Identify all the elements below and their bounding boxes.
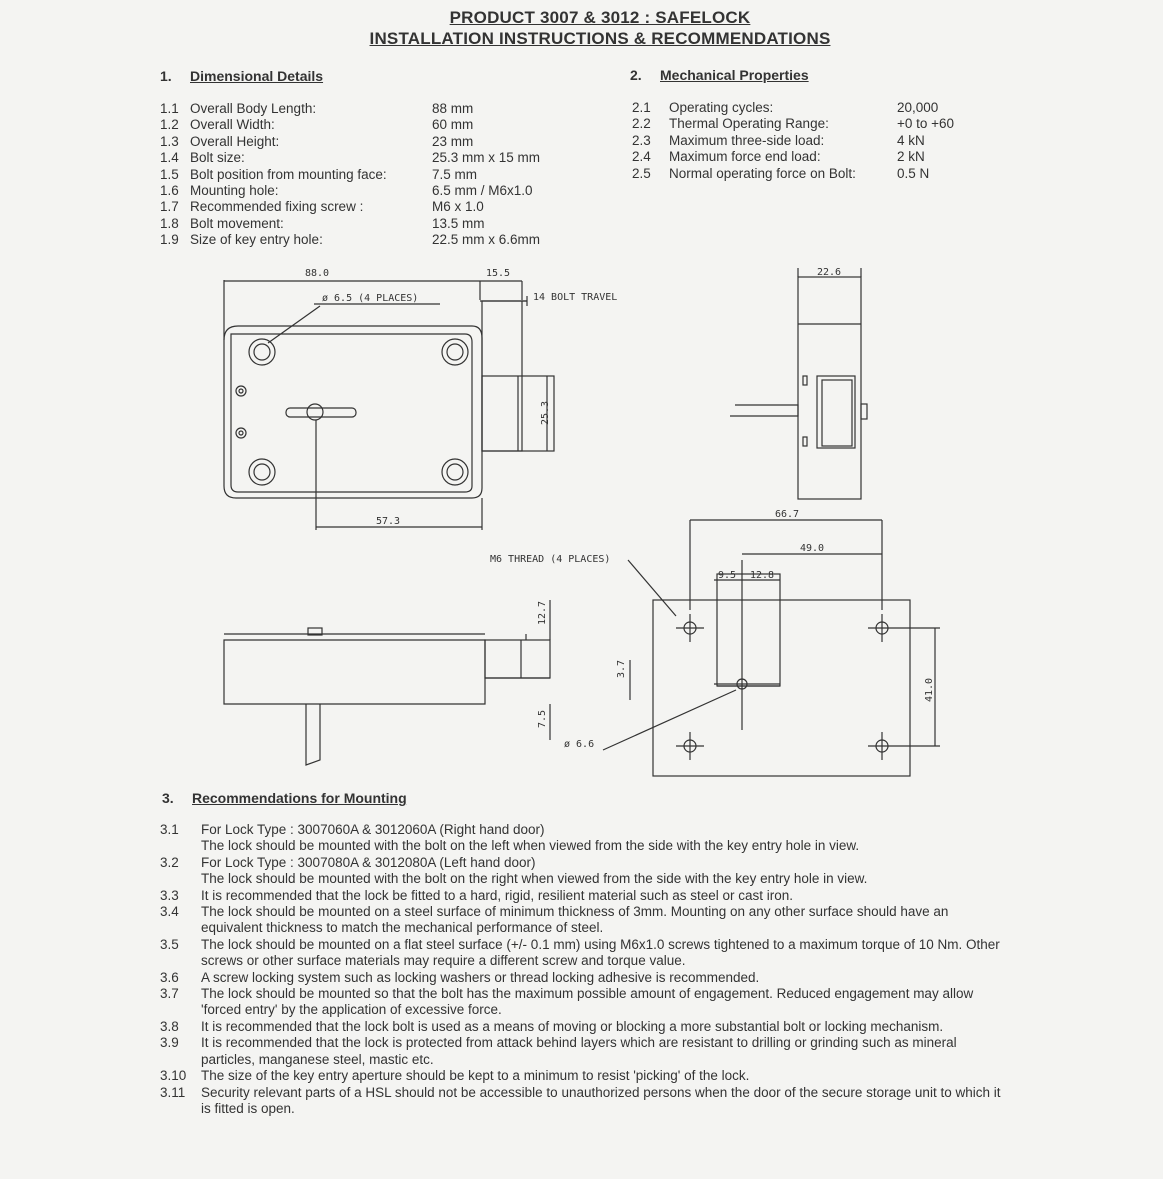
recommendation-item xyxy=(160,1085,1060,1118)
item-number: 1.7 xyxy=(160,199,179,215)
item-number: 1.8 xyxy=(160,215,179,231)
item-label: Thermal Operating Range: xyxy=(669,116,829,132)
item-number: 2.4 xyxy=(632,149,651,165)
dim-41: 41.0 xyxy=(924,677,935,702)
recommendations-heading xyxy=(162,790,407,806)
item-text-line: equivalent thickness to match the mechanical performance of steel. xyxy=(201,920,604,936)
item-text-line: It is recommended that the lock bolt is used as a means of moving or blocking a more substantial bolt or locking mechanism. xyxy=(201,1018,944,1034)
item-text-line: A screw locking system such as locking washers or thread locking adhesive is recommended. xyxy=(201,969,760,985)
item-text xyxy=(201,970,1060,986)
item-text-line: For Lock Type : 3007060A & 3012060A (Right hand door) xyxy=(201,822,545,837)
item-text-line: Security relevant parts of a HSL should not be accessible to unauthorized persons when the door of the secure storage unit to which it xyxy=(201,1084,1001,1100)
item-text-line: The lock should be mounted so that the bolt has the maximum possible amount of engagement. Reduced engagement may allow xyxy=(201,986,974,1002)
item-number: 3.2 xyxy=(160,854,179,870)
item-value: 13.5 mm xyxy=(432,215,485,231)
item-value: 88 mm xyxy=(432,101,474,116)
item-value: 22.5 mm x 6.6mm xyxy=(432,232,541,248)
recommendation-item xyxy=(160,1019,1060,1035)
item-number: 2.3 xyxy=(632,132,651,148)
item-label: Operating cycles: xyxy=(669,100,774,115)
dim-6-6: ø 6.6 xyxy=(564,739,595,750)
item-value: 25.3 mm x 15 mm xyxy=(432,150,541,166)
item-number: 1.5 xyxy=(160,166,179,182)
item-text xyxy=(201,904,1060,937)
item-text-line: The size of the key entry aperture should be kept to a minimum to resist 'picking' of the lock. xyxy=(201,1068,750,1084)
item-value: M6 x 1.0 xyxy=(432,199,484,215)
document-subtitle: INSTALLATION INSTRUCTIONS & RECOMMENDATIONS xyxy=(369,29,831,48)
item-text-line: screws or other surface materials may require a different screw and torque value. xyxy=(201,953,686,969)
item-text xyxy=(201,1068,1060,1084)
dim-66-7: 66.7 xyxy=(775,509,800,520)
item-label: Overall Body Length: xyxy=(190,101,317,116)
item-label: Maximum force end load: xyxy=(669,149,821,165)
dim-hole: ø 6.5 (4 PLACES) xyxy=(322,293,419,304)
recommendation-item xyxy=(160,1068,1060,1084)
item-number: 3.1 xyxy=(160,822,179,837)
item-label: Recommended fixing screw : xyxy=(190,199,364,215)
item-number: 1.3 xyxy=(160,133,179,149)
item-label: Size of key entry hole: xyxy=(190,232,323,248)
section-title: Recommendations for Mounting xyxy=(192,790,407,806)
item-number: 3.7 xyxy=(160,986,179,1002)
item-text-line: particles, manganese steel, mastic etc. xyxy=(201,1051,434,1067)
section-title: Dimensional Details xyxy=(190,68,324,84)
item-label: Bolt position from mounting face: xyxy=(190,166,387,182)
item-label: Maximum three-side load: xyxy=(669,132,825,148)
mounting-plate-view xyxy=(603,520,940,776)
item-value: 4 kN xyxy=(897,132,925,148)
section-number: 3. xyxy=(162,790,174,806)
item-text-line: The lock should be mounted with the bolt on the right when viewed from the side with the key entry hole in view. xyxy=(201,871,868,887)
dim-12-8: 12.8 xyxy=(750,570,775,581)
item-number: 2.1 xyxy=(632,100,651,115)
item-number: 3.3 xyxy=(160,887,179,903)
dim-15-5: 15.5 xyxy=(486,268,511,279)
item-value: +0 to +60 xyxy=(897,116,955,132)
item-value: 20,000 xyxy=(897,100,939,115)
item-text-line: The lock should be mounted with the bolt on the left when viewed from the side with the key entry hole in view. xyxy=(201,838,860,854)
item-value: 0.5 N xyxy=(897,165,930,181)
item-value: 60 mm xyxy=(432,117,474,133)
dim-3-7: 3.7 xyxy=(616,659,627,678)
dim-12-7: 12.7 xyxy=(537,600,548,625)
item-number: 3.9 xyxy=(160,1035,179,1051)
item-text-line: The lock should be mounted on a flat steel surface (+/- 0.1 mm) using M6x1.0 screws tightened to a maximum torque of 10 Nm. Other xyxy=(201,936,1000,952)
item-text xyxy=(201,888,1060,904)
recommendation-item xyxy=(160,904,1060,937)
dim-7-5: 7.5 xyxy=(537,709,548,728)
dim-57-3: 57.3 xyxy=(376,516,401,527)
document-title: PRODUCT 3007 & 3012 : SAFELOCK xyxy=(449,8,751,27)
dim-25-3: 25.3 xyxy=(540,400,551,425)
dim-m6-thread: M6 THREAD (4 PLACES) xyxy=(490,554,611,565)
item-number: 3.10 xyxy=(160,1068,187,1084)
recommendations-list xyxy=(160,822,1060,1117)
item-text-line: It is recommended that the lock is protected from attack behind layers which are resistant to drilling or grinding such as mineral xyxy=(201,1035,957,1051)
lock-side-view xyxy=(730,268,867,499)
recommendation-item xyxy=(160,937,1060,970)
item-text xyxy=(201,1019,1060,1035)
item-value: 23 mm xyxy=(432,133,474,149)
recommendation-item xyxy=(160,888,1060,904)
dim-88: 88.0 xyxy=(305,268,330,279)
item-value: 2 kN xyxy=(897,149,925,165)
recommendation-item xyxy=(160,986,1060,1019)
recommendation-item xyxy=(160,855,1060,888)
item-text-line: is fitted is open. xyxy=(201,1100,295,1116)
item-text xyxy=(201,855,1060,888)
dim-49: 49.0 xyxy=(800,543,825,554)
section-title: Mechanical Properties xyxy=(660,67,809,83)
item-number: 3.11 xyxy=(160,1084,186,1100)
item-number: 3.6 xyxy=(160,969,179,985)
item-number: 1.1 xyxy=(160,101,179,116)
item-number: 1.6 xyxy=(160,183,179,199)
item-number: 1.9 xyxy=(160,232,179,248)
item-text-line: The lock should be mounted on a steel surface of minimum thickness of 3mm. Mounting on any other surface should have an xyxy=(201,904,949,920)
item-text xyxy=(201,986,1060,1019)
item-text xyxy=(201,1035,1060,1068)
recommendation-item xyxy=(160,822,1060,855)
dim-22-6: 22.6 xyxy=(817,267,842,278)
recommendation-item xyxy=(160,970,1060,986)
lock-front-view xyxy=(224,280,554,530)
item-number: 1.2 xyxy=(160,117,179,133)
section-number: 1. xyxy=(160,68,172,84)
item-number: 3.8 xyxy=(160,1018,179,1034)
item-text xyxy=(201,937,1060,970)
dim-9-5: 9.5 xyxy=(718,570,737,581)
item-label: Bolt size: xyxy=(190,150,245,166)
item-text xyxy=(201,822,1060,855)
item-text xyxy=(201,1085,1060,1118)
item-label: Bolt movement: xyxy=(190,215,284,231)
item-text-line: It is recommended that the lock be fitted to a hard, rigid, resilient material such as steel or cast iron. xyxy=(201,887,794,903)
item-number: 3.4 xyxy=(160,904,179,920)
item-text-line: 'forced entry' by the application of excessive force. xyxy=(201,1002,502,1018)
item-label: Normal operating force on Bolt: xyxy=(669,165,856,181)
item-text-line: For Lock Type : 3007080A & 3012080A (Left hand door) xyxy=(201,854,536,870)
item-number: 3.5 xyxy=(160,936,179,952)
section-number: 2. xyxy=(630,67,642,83)
item-label: Mounting hole: xyxy=(190,183,279,199)
item-number: 2.2 xyxy=(632,116,651,132)
item-label: Overall Width: xyxy=(190,117,275,133)
item-label: Overall Height: xyxy=(190,133,280,149)
item-number: 1.4 xyxy=(160,150,179,166)
dim-bolt-travel: 14 BOLT TRAVEL xyxy=(533,292,618,303)
item-number: 2.5 xyxy=(632,165,651,181)
item-value: 6.5 mm / M6x1.0 xyxy=(432,183,533,199)
recommendation-item xyxy=(160,1035,1060,1068)
lock-profile-view xyxy=(224,600,550,765)
item-value: 7.5 mm xyxy=(432,166,478,182)
